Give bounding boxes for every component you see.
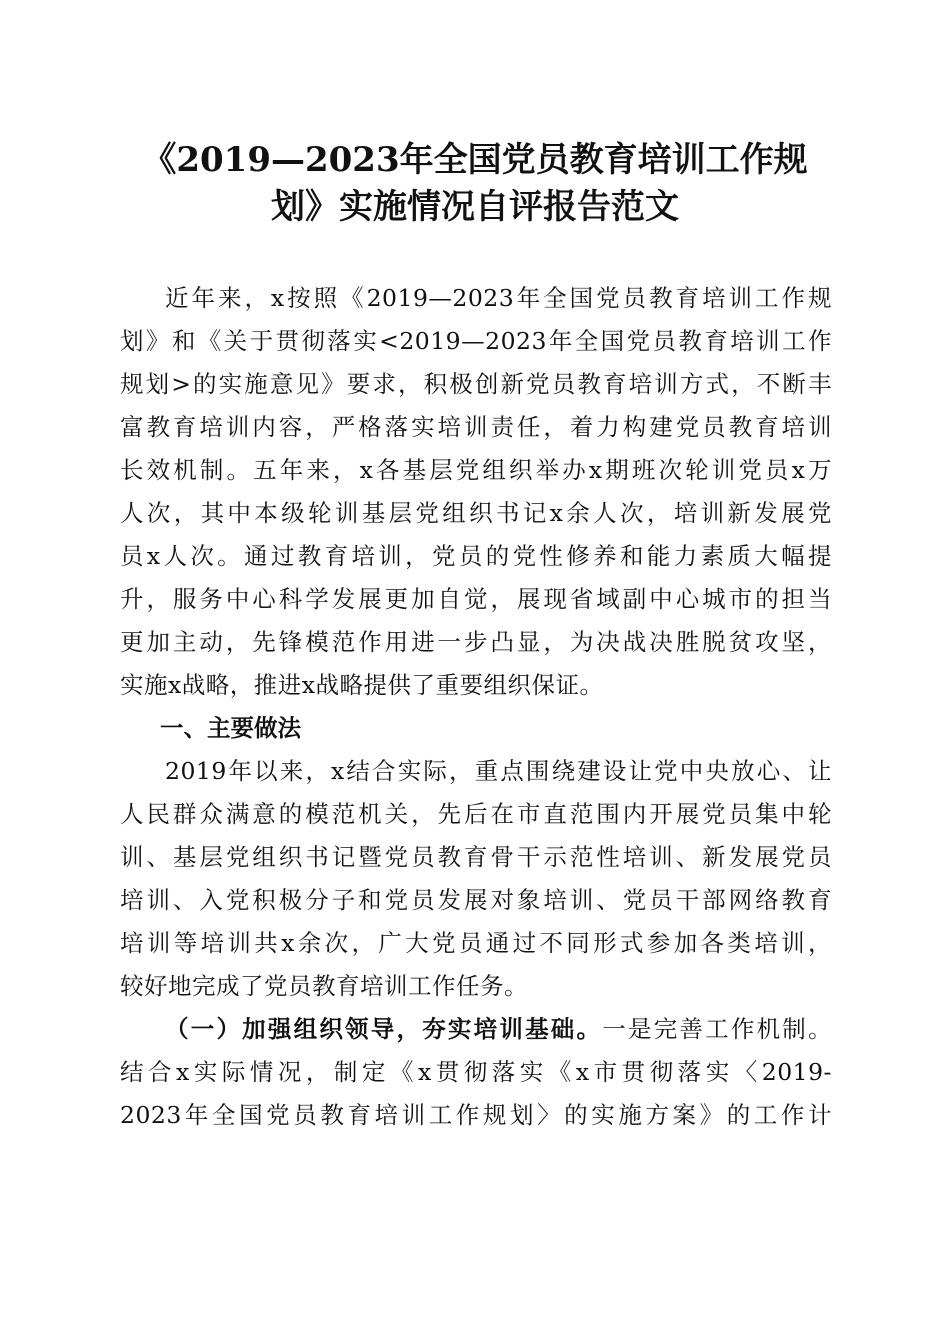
document-title-line-2: 划》实施情况自评报告范文 [271,187,679,227]
paragraph-line: 培训等培训共x余次，广大党员通过不同形式参加各类培训， [120,929,832,957]
paragraph-line: 实施x战略，推进x战略提供了重要组织保证。 [120,671,604,699]
paragraph-line: 较好地完成了党员教育培训工作任务。 [120,972,528,1000]
paragraph-line: 人民群众满意的模范机关，先后在市直范围内开展党员集中轮 [120,800,832,828]
paragraph-line [165,1014,832,1044]
paragraph-line: 长效机制。五年来，x各基层党组织举办x期班次轮训党员x万 [120,456,832,484]
document-title-line-1: 《2019—2023年全国党员教育培训工作规 [142,140,808,180]
section-heading: 一、主要做法 [160,714,301,742]
subheading-lead: （一）加强组织领导，夯实培训基础。 [165,1015,603,1043]
paragraph-line: 更加主动，先锋模范作用进一步凸显，为决战决胜脱贫攻坚， [120,628,832,656]
paragraph-line: 划》和《关于贯彻落实<2019—2023年全国党员教育培训工作 [120,327,832,355]
paragraph-line: 培训、入党积极分子和党员发展对象培训、党员干部网络教育 [120,886,832,914]
paragraph-line: 训、基层党组织书记暨党员教育骨干示范性培训、新发展党员 [120,843,832,871]
paragraph-line: 升，服务中心科学发展更加自觉，展现省域副中心城市的担当 [120,585,832,613]
paragraph-line: 2019年以来，x结合实际，重点围绕建设让党中央放心、让 [165,757,832,785]
paragraph-line: 员x人次。通过教育培训，党员的党性修养和能力素质大幅提 [120,542,832,570]
paragraph-line: 2023年全国党员教育培训工作规划〉的实施方案》的工作计 [120,1101,832,1129]
paragraph-text: 一是完善工作机制。 [602,1015,833,1043]
paragraph-line: 规划>的实施意见》要求，积极创新党员教育培训方式，不断丰 [120,370,832,398]
paragraph-line: 近年来，x按照《2019—2023年全国党员教育培训工作规 [165,284,832,312]
paragraph-line: 人次，其中本级轮训基层党组织书记x余人次，培训新发展党 [120,499,832,527]
paragraph-line: 结合x实际情况，制定《x贯彻落实《x市贯彻落实〈2019- [120,1058,832,1086]
paragraph-line: 富教育培训内容，严格落实培训责任，着力构建党员教育培训 [120,413,832,441]
